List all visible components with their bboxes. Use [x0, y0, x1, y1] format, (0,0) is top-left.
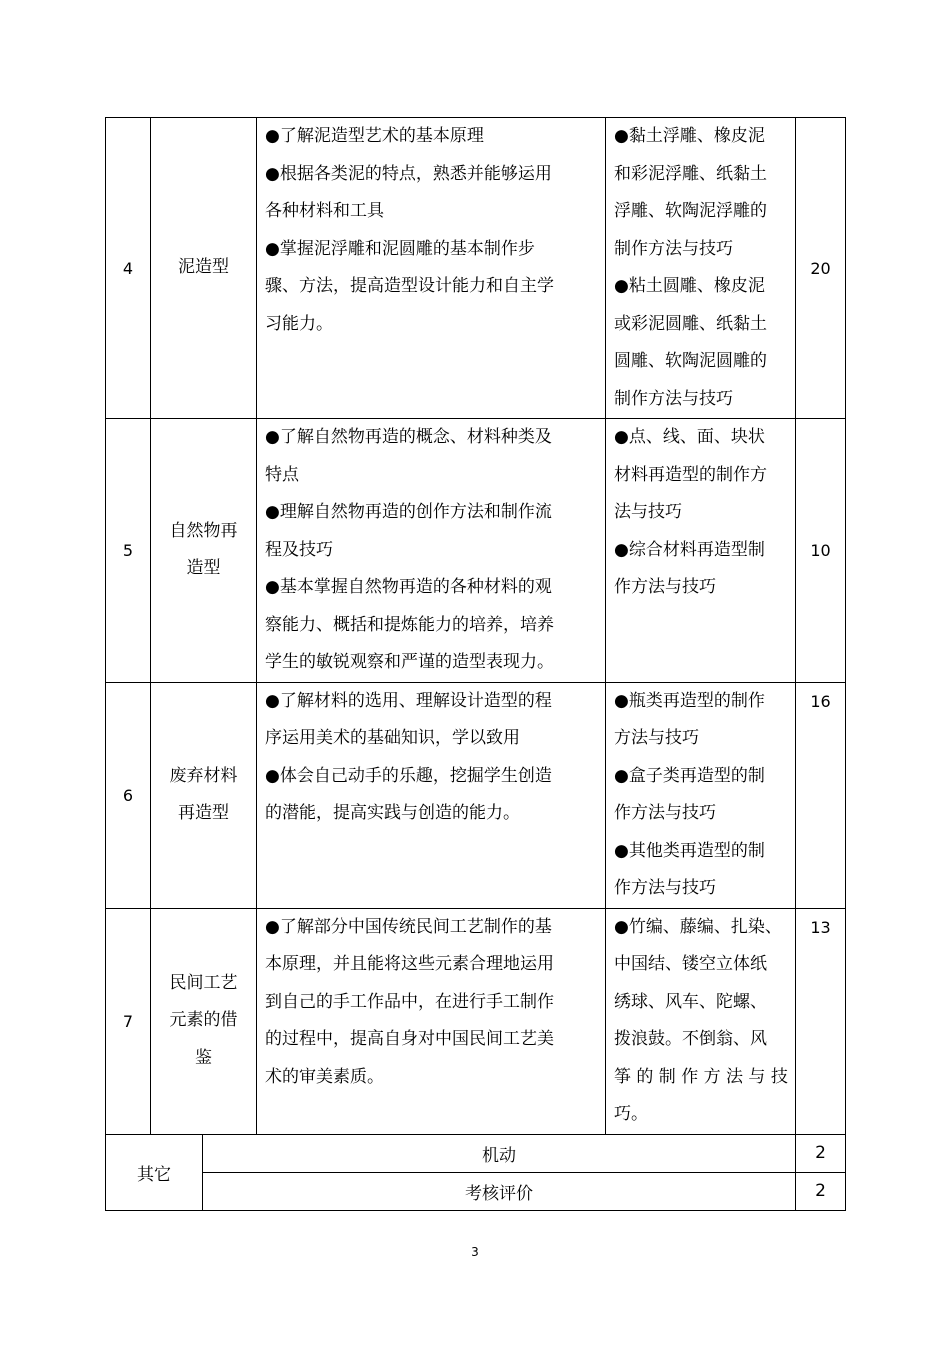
- unit-goals: ●了解部分中国传统民间工艺制作的基 本原理，并且能将这些元素合理地运用 到自己的手工作品中，在进行手工制作 的过程中，提高自身对中国民间工艺美 术的审美素质。: [257, 908, 606, 1134]
- table-row: [106, 118, 846, 419]
- other-item-name: 考核评价: [203, 1172, 796, 1210]
- table-body: [106, 118, 846, 1211]
- unit-contents: ●竹编、藤编、扎染、 中国结、镂空立体纸 绣球、风车、陀螺、 拨浪鼓。不倒翁、风 筝 的 制 作 方 法 与 技 巧。: [606, 908, 796, 1134]
- curriculum-table: [105, 117, 846, 1211]
- row-number: 6: [106, 682, 151, 908]
- table-row: [106, 908, 846, 1134]
- row-number: 4: [106, 118, 151, 419]
- unit-name: 废弃材料 再造型: [151, 682, 257, 908]
- unit-hours: 20: [796, 118, 846, 419]
- unit-hours: 16: [796, 682, 846, 908]
- page-number: 3: [471, 1245, 479, 1259]
- unit-goals: ●了解自然物再造的概念、材料种类及 特点 ●理解自然物再造的创作方法和制作流 程及技巧 ●基本掌握自然物再造的各种材料的观 察能力、概括和提炼能力的培养，培养 学生的敏锐观察和严谨的造型表现力。: [257, 419, 606, 683]
- unit-contents: ●瓶类再造型的制作 方法与技巧 ●盒子类再造型的制 作方法与技巧 ●其他类再造型的制 作方法与技巧: [606, 682, 796, 908]
- unit-goals: ●了解泥造型艺术的基本原理 ●根据各类泥的特点，熟悉并能够运用 各种材料和工具 ●掌握泥浮雕和泥圆雕的基本制作步 骤、方法，提高造型设计能力和自主学 习能力。: [257, 118, 606, 419]
- other-item-name: 机动: [203, 1134, 796, 1172]
- unit-contents: ●黏土浮雕、橡皮泥 和彩泥浮雕、纸黏土 浮雕、软陶泥浮雕的 制作方法与技巧 ●粘土圆雕、橡皮泥 或彩泥圆雕、纸黏土 圆雕、软陶泥圆雕的 制作方法与技巧: [606, 118, 796, 419]
- table-row: [106, 682, 846, 908]
- unit-name: 民间工艺 元素的借 鉴: [151, 908, 257, 1134]
- other-label: 其它: [106, 1134, 203, 1210]
- unit-goals: ●了解材料的选用、理解设计造型的程 序运用美术的基础知识，学以致用 ●体会自己动手的乐趣，挖掘学生创造 的潜能，提高实践与创造的能力。: [257, 682, 606, 908]
- other-item-hours: 2: [796, 1134, 846, 1172]
- table-row-other: [106, 1172, 846, 1210]
- unit-name: 泥造型: [151, 118, 257, 419]
- row-number: 7: [106, 908, 151, 1134]
- table-row-other: [106, 1134, 846, 1172]
- row-number: 5: [106, 419, 151, 683]
- unit-hours: 13: [796, 908, 846, 1134]
- unit-hours: 10: [796, 419, 846, 683]
- table-row: [106, 419, 846, 683]
- unit-name: 自然物再 造型: [151, 419, 257, 683]
- unit-contents: ●点、线、面、块状 材料再造型的制作方 法与技巧 ●综合材料再造型制 作方法与技巧: [606, 419, 796, 683]
- other-item-hours: 2: [796, 1172, 846, 1210]
